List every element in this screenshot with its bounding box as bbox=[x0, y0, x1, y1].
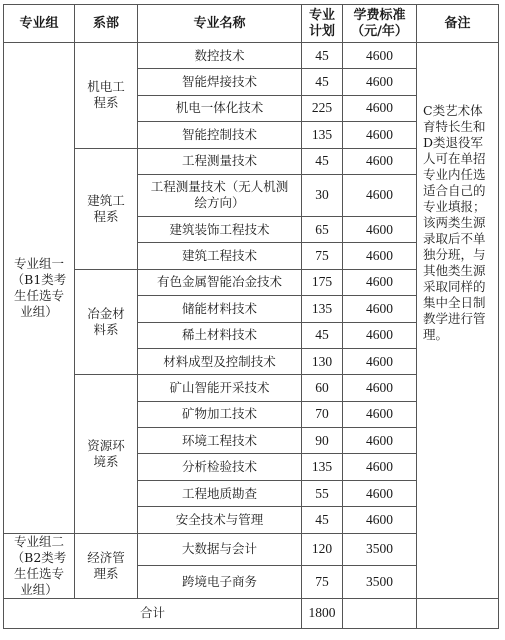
note-cell bbox=[417, 43, 499, 599]
plan-cell: 45 bbox=[302, 43, 343, 69]
fee-cell: 4600 bbox=[343, 322, 417, 348]
fee-cell: 4600 bbox=[343, 454, 417, 480]
major-name-cell: 材料成型及控制技术 bbox=[138, 348, 302, 374]
fee-cell: 4600 bbox=[343, 95, 417, 121]
major-name-cell: 建筑装饰工程技术 bbox=[138, 216, 302, 242]
header-fee: 学费标准（元/年） bbox=[343, 5, 417, 43]
plan-cell: 45 bbox=[302, 322, 343, 348]
plan-cell: 30 bbox=[302, 174, 343, 216]
plan-cell: 90 bbox=[302, 428, 343, 454]
major-name-cell: 稀土材料技术 bbox=[138, 322, 302, 348]
major-name-cell: 智能焊接技术 bbox=[138, 69, 302, 95]
plan-cell: 130 bbox=[302, 348, 343, 374]
table-row bbox=[4, 43, 499, 69]
header-group: 专业组 bbox=[4, 5, 75, 43]
fee-cell: 4600 bbox=[343, 216, 417, 242]
department-cell: 冶金材料系 bbox=[75, 269, 138, 375]
major-name-cell: 工程测量技术（无人机测绘方向） bbox=[138, 174, 302, 216]
plan-cell: 65 bbox=[302, 216, 343, 242]
fee-cell: 4600 bbox=[343, 148, 417, 174]
major-name-cell: 环境工程技术 bbox=[138, 428, 302, 454]
fee-cell: 4600 bbox=[343, 401, 417, 427]
fee-cell: 4600 bbox=[343, 428, 417, 454]
fee-cell: 4600 bbox=[343, 243, 417, 269]
major-name-cell: 机电一体化技术 bbox=[138, 95, 302, 121]
fee-cell: 4600 bbox=[343, 348, 417, 374]
fee-cell: 4600 bbox=[343, 375, 417, 401]
major-name-cell: 工程测量技术 bbox=[138, 148, 302, 174]
total-label: 合计 bbox=[4, 598, 302, 628]
major-name-cell: 智能控制技术 bbox=[138, 122, 302, 148]
major-name-cell: 分析检验技术 bbox=[138, 454, 302, 480]
department-cell: 建筑工程系 bbox=[75, 148, 138, 269]
fee-cell: 4600 bbox=[343, 296, 417, 322]
header-note: 备注 bbox=[417, 5, 499, 43]
plan-cell: 45 bbox=[302, 69, 343, 95]
department-cell: 资源环境系 bbox=[75, 375, 138, 533]
plan-cell: 225 bbox=[302, 95, 343, 121]
plan-cell: 135 bbox=[302, 454, 343, 480]
total-plan: 1800 bbox=[302, 598, 343, 628]
plan-cell: 135 bbox=[302, 122, 343, 148]
header-dept: 系部 bbox=[75, 5, 138, 43]
plan-cell: 175 bbox=[302, 269, 343, 295]
group-cell: 专业组一（B1类考生任选专业组） bbox=[4, 43, 75, 534]
plan-cell: 75 bbox=[302, 566, 343, 599]
fee-cell: 4600 bbox=[343, 122, 417, 148]
fee-cell: 3500 bbox=[343, 533, 417, 566]
plan-cell: 75 bbox=[302, 243, 343, 269]
major-name-cell: 大数据与会计 bbox=[138, 533, 302, 566]
header-row bbox=[4, 5, 499, 43]
fee-cell: 4600 bbox=[343, 69, 417, 95]
plan-cell: 120 bbox=[302, 533, 343, 566]
major-name-cell: 安全技术与管理 bbox=[138, 507, 302, 533]
header-major: 专业名称 bbox=[138, 5, 302, 43]
header-plan: 专业计划 bbox=[302, 5, 343, 43]
plan-cell: 55 bbox=[302, 480, 343, 506]
fee-cell: 4600 bbox=[343, 507, 417, 533]
group-cell: 专业组二（B2类考生任选专业组） bbox=[4, 533, 75, 598]
department-cell: 机电工程系 bbox=[75, 43, 138, 149]
major-name-cell: 矿物加工技术 bbox=[138, 401, 302, 427]
major-name-cell: 建筑工程技术 bbox=[138, 243, 302, 269]
major-name-cell: 有色金属智能冶金技术 bbox=[138, 269, 302, 295]
plan-cell: 60 bbox=[302, 375, 343, 401]
plan-cell: 70 bbox=[302, 401, 343, 427]
fee-cell: 3500 bbox=[343, 566, 417, 599]
department-cell: 经济管理系 bbox=[75, 533, 138, 598]
fee-cell: 4600 bbox=[343, 269, 417, 295]
major-name-cell: 工程地质勘查 bbox=[138, 480, 302, 506]
major-name-cell: 储能材料技术 bbox=[138, 296, 302, 322]
enrollment-table bbox=[3, 4, 499, 629]
fee-cell: 4600 bbox=[343, 43, 417, 69]
plan-cell: 135 bbox=[302, 296, 343, 322]
major-name-cell: 矿山智能开采技术 bbox=[138, 375, 302, 401]
total-fee-empty bbox=[343, 598, 417, 628]
plan-cell: 45 bbox=[302, 148, 343, 174]
total-note-empty bbox=[417, 598, 499, 628]
major-name-cell: 跨境电子商务 bbox=[138, 566, 302, 599]
plan-cell: 45 bbox=[302, 507, 343, 533]
fee-cell: 4600 bbox=[343, 480, 417, 506]
note-text: C类艺术体育特长生和D类退役军人可在单招专业内任选适合自己的专业填报；该两类生源录取后不单独分班，与其他类生源采取同样的集中全日制教学进行管理。 bbox=[423, 103, 486, 342]
fee-cell: 4600 bbox=[343, 174, 417, 216]
major-name-cell: 数控技术 bbox=[138, 43, 302, 69]
table-body bbox=[4, 43, 499, 599]
total-row bbox=[4, 598, 499, 628]
